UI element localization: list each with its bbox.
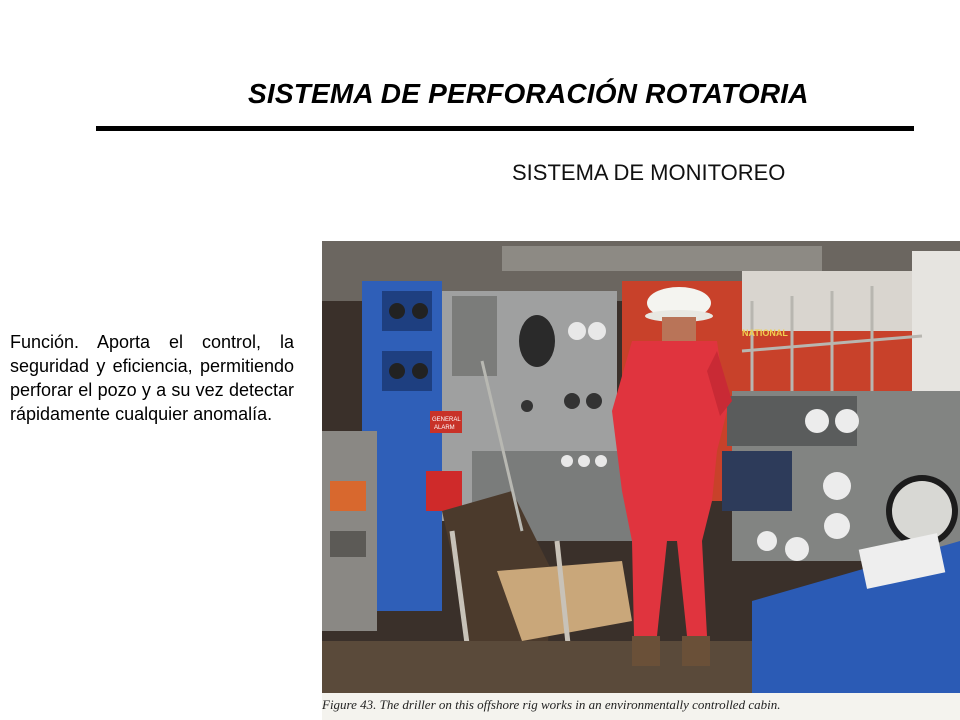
alarm-label-line1: GENERAL	[432, 417, 461, 423]
slide-subtitle: SISTEMA DE MONITOREO	[512, 160, 786, 185]
description-text: Función. Aporta el control, la seguridad y eficiencia, permitiendo perforar el pozo y a su vez detectar rápidamente cualquier anomalía.	[10, 332, 294, 424]
caption-area	[322, 693, 960, 720]
figure-caption: Figure 43. The driller on this offshore rig works in an environmentally controlled cabin.	[322, 697, 781, 712]
alarm-label-line2: ALARM	[434, 425, 455, 431]
title-underline	[96, 126, 914, 131]
driller-cabin-photo	[322, 241, 960, 693]
national-label: NATIONAL	[742, 328, 788, 338]
slide-title: SISTEMA DE PERFORACIÓN ROTATORIA	[248, 78, 809, 109]
